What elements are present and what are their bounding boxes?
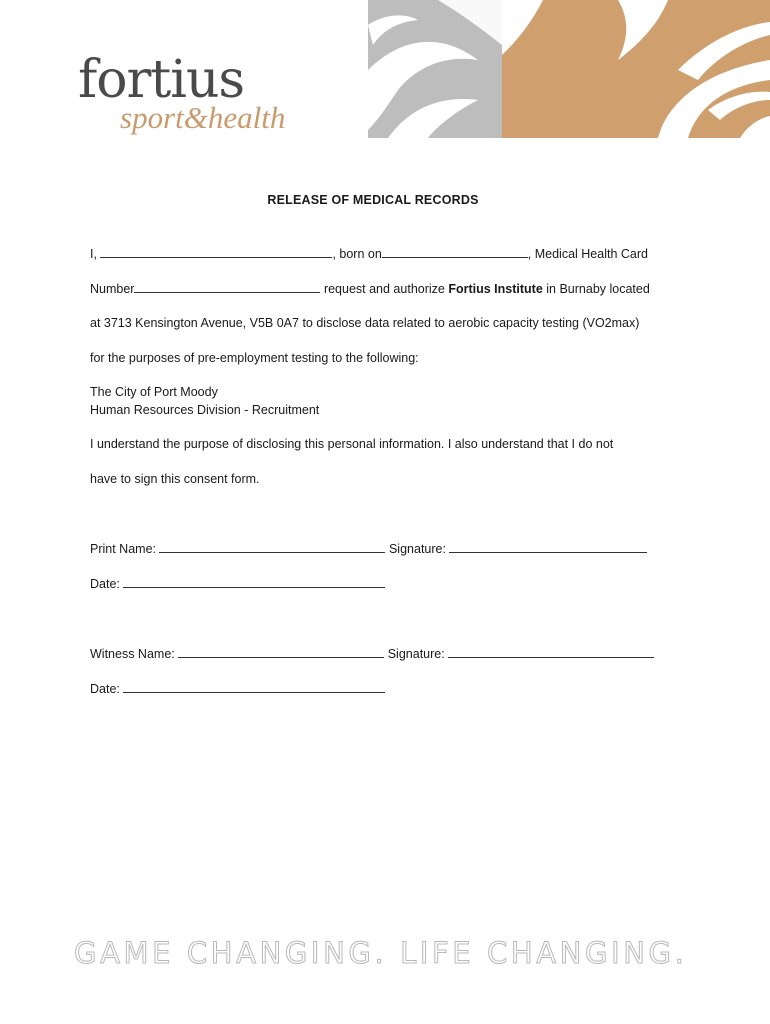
text-number: Number bbox=[90, 282, 135, 296]
header-graphic bbox=[368, 0, 770, 138]
consent-line-2 bbox=[90, 280, 650, 297]
institute-name: Fortius Institute bbox=[448, 282, 543, 296]
text-request: request and authorize bbox=[320, 282, 449, 296]
date-label: Date: bbox=[90, 577, 120, 591]
witness-name-row bbox=[90, 645, 654, 662]
signature-label: Signature: bbox=[388, 542, 446, 556]
consent-line-4: for the purposes of pre-employment testing to the following: bbox=[90, 351, 419, 365]
text-health-card: , Medical Health Card bbox=[527, 247, 648, 261]
text-i: I, bbox=[90, 247, 97, 261]
fortius-logo bbox=[78, 50, 318, 150]
birth-date-blank[interactable] bbox=[382, 245, 528, 258]
witness-date-blank[interactable] bbox=[123, 680, 385, 693]
health-card-number-blank[interactable] bbox=[134, 280, 320, 293]
witness-name-label: Witness Name: bbox=[90, 647, 175, 661]
text-born-on: , born on bbox=[332, 247, 382, 261]
understand-line-1: I understand the purpose of disclosing this personal information. I also understand that I do not bbox=[90, 437, 614, 451]
date-row-2 bbox=[90, 680, 385, 697]
text-located: in Burnaby located bbox=[542, 282, 650, 296]
signature-blank[interactable] bbox=[449, 540, 647, 553]
witness-name-blank[interactable] bbox=[178, 645, 384, 658]
witness-signature-label: Signature: bbox=[387, 647, 445, 661]
consent-line-3: at 3713 Kensington Avenue, V5B 0A7 to disclose data related to aerobic capacity testing (VO2max) bbox=[90, 316, 640, 330]
print-name-row bbox=[90, 540, 647, 557]
recipient-line-1: The City of Port Moody bbox=[90, 385, 218, 399]
tagline: GAME CHANGING. LIFE CHANGING. bbox=[74, 936, 688, 970]
understand-line-2: have to sign this consent form. bbox=[90, 472, 260, 486]
witness-signature-blank[interactable] bbox=[448, 645, 654, 658]
date-row-1 bbox=[90, 575, 385, 592]
print-name-blank[interactable] bbox=[159, 540, 385, 553]
name-blank[interactable] bbox=[100, 245, 332, 258]
logo-main-text: fortius bbox=[78, 50, 245, 110]
recipient-line-2: Human Resources Division - Recruitment bbox=[90, 403, 320, 417]
logo-sub-text: sport&health bbox=[120, 100, 286, 135]
witness-date-label: Date: bbox=[90, 682, 120, 696]
document-title: RELEASE OF MEDICAL RECORDS bbox=[267, 193, 479, 207]
print-name-label: Print Name: bbox=[90, 542, 156, 556]
consent-line-1 bbox=[90, 245, 648, 262]
date-blank[interactable] bbox=[123, 575, 385, 588]
